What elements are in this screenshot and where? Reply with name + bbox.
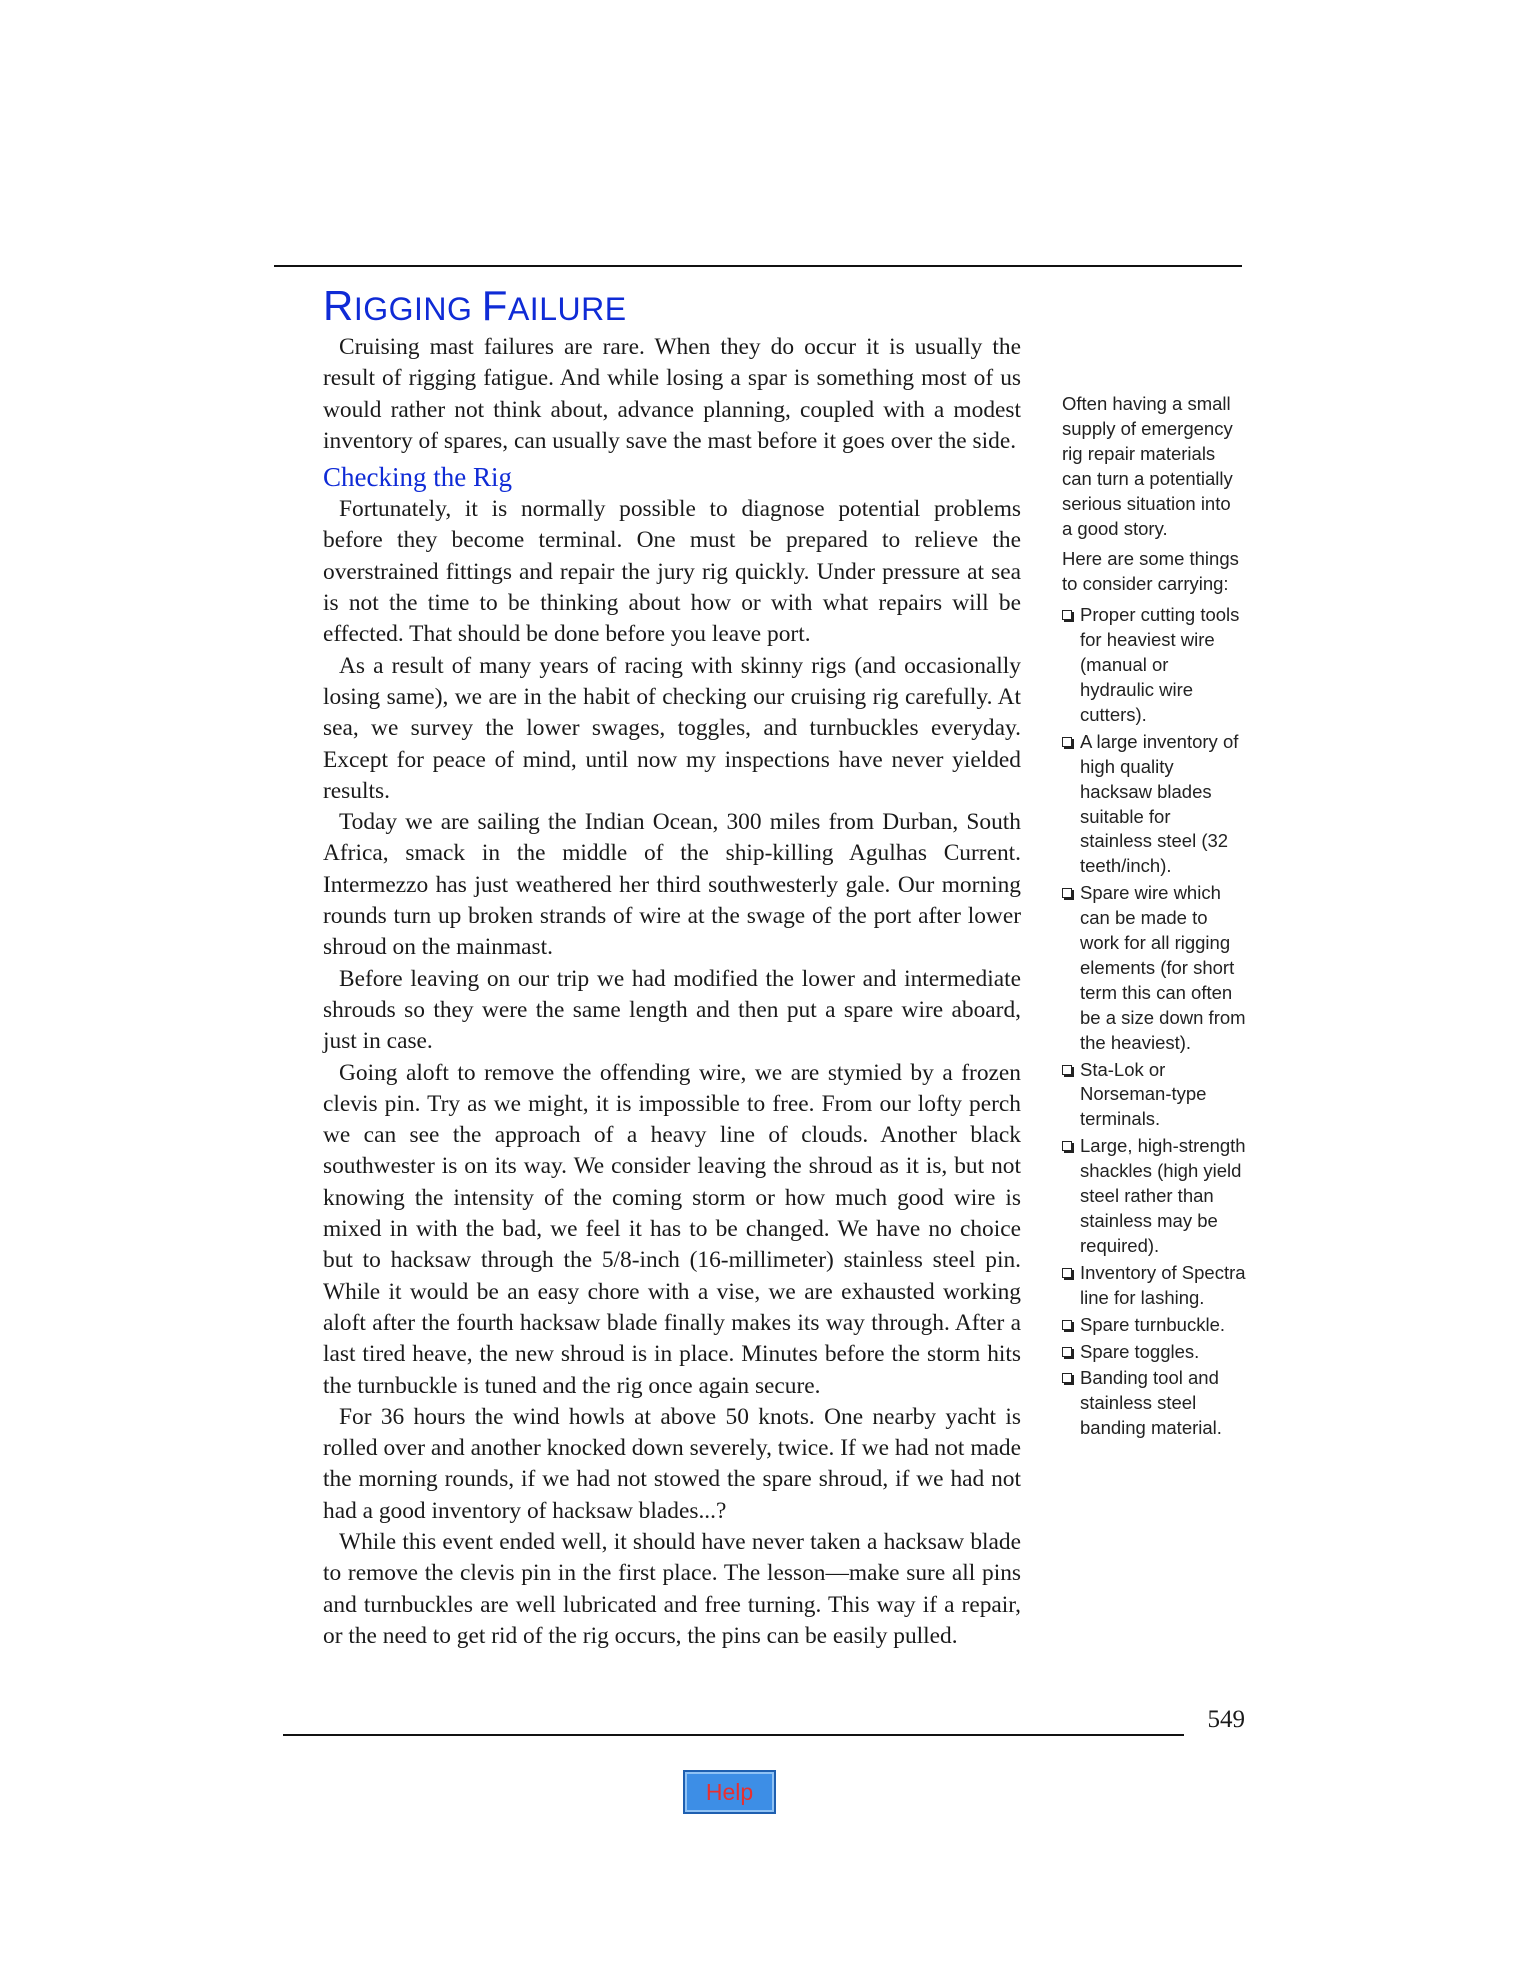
checkbox-icon [1062,1065,1072,1075]
bottom-rule [283,1734,1184,1736]
checklist-item [1062,1261,1246,1311]
intro-paragraph: Cruising mast failures are rare. When they do occur it is usually the result of rigging fatigue. And while losing a spar is something most of us would rather not think about, advance planning, coupled with a modest inventory of spares, can usually save the mast before it goes over the side. [323,334,1021,454]
checklist-item [1062,881,1246,1055]
title-rest-2: AILURE [507,291,627,327]
body-paragraph: For 36 hours the wind howls at above 50 knots. One nearby yacht is rolled over and another knocked down severely, twice. If we had not made the morning rounds, if we had not stowed the spare shroud, if we had not had a good inventory of hacksaw blades...? [323,1403,1021,1524]
body-paragraph: While this event ended well, it should have never taken a hacksaw blade to remove the clevis pin in the first place. The lesson—make sure all pins and turnbuckles are well lubricated and free turning. This way if a repair, or the need to get rid of the rig occurs, the pins can be easily pulled. [323,1528,1021,1649]
checklist [1062,603,1246,1441]
checklist-item-label: Sta-Lok or Norseman-type terminals. [1080,1058,1207,1130]
checkbox-icon [1062,1347,1072,1357]
checkbox-icon [1062,1268,1072,1278]
page-number: 549 [1207,1706,1245,1733]
checklist-item-label: Proper cutting tools for heaviest wire (manual or hydraulic wire cutters). [1080,604,1240,725]
checkbox-icon [1062,1141,1072,1151]
sidebar-note [1062,392,1246,1443]
checklist-item [1062,1313,1246,1338]
title-rest-1: IGGING [353,291,482,327]
title-initial-1: R [323,282,354,329]
help-button[interactable]: Help [683,1770,776,1814]
checklist-item-label: A large inventory of high quality hacksaw blades suitable for stainless steel (32 teeth/inch). [1080,730,1239,877]
section-heading: Checking the Rig [323,462,512,493]
body-paragraph: Going aloft to remove the offending wire, we are stymied by a frozen clevis pin. Try as we might, it is impossible to free. From our lofty perch we can see the approach of a heavy line of clouds. Another black southwester is on its way. We consider leaving the shroud as it is, but not knowing the intensity of the coming storm or how much good wire is mixed in with the bad, we feel it has to be changed. We have no choice but to hacksaw through the 5/8-inch (16-millimeter) stainless steel pin. While it would be an easy chore with a vise, we are exhausted working aloft after the fourth hacksaw blade finally makes its way through. After a last tired heave, the new shroud is in place. Minutes before the storm hits the turnbuckle is tuned and the rig once again secure. [323,1059,1021,1399]
sidebar-lead: Here are some things to consider carrying: [1062,548,1239,595]
body-paragraph: Fortunately, it is normally possible to diagnose potential problems before they become terminal. One must be prepared to relieve the overstrained fittings and repair the jury rig quickly. Under pressure at sea is not the time to be thinking about how or with what repairs will be effected. That should be done before you leave port. [323,496,1021,648]
checklist-item-label: Spare toggles. [1080,1340,1200,1362]
body-paragraph: Before leaving on our trip we had modified the lower and intermediate shrouds so they were the same length and then put a spare wire aboard, just in case. [323,965,1021,1055]
checklist-item [1062,1340,1246,1365]
body-paragraph: Today we are sailing the Indian Ocean, 300 miles from Durban, South Africa, smack in the middle of the ship-killing Agulhas Current. Intermezzo has just weathered her third southwesterly gale. Our morning rounds turn up broken strands of wire at the swage of the port after lower shroud on the mainmast. [323,809,1021,961]
page-title [323,282,627,330]
top-rule [274,265,1242,267]
checkbox-icon [1062,737,1072,747]
checklist-item [1062,1366,1246,1441]
checkbox-icon [1062,1373,1072,1383]
body-paragraph: As a result of many years of racing with skinny rigs (and occasionally losing same), we are in the habit of checking our cruising rig carefully. At sea, we survey the lower swages, toggles, and turnbuckles everyday. Except for peace of mind, until now my inspections have never yielded results. [323,652,1021,804]
checklist-item-label: Inventory of Spectra line for lashing. [1080,1261,1246,1308]
checklist-item-label: Large, high-strength shackles (high yield steel rather than stainless may be required). [1080,1135,1246,1256]
checklist-item-label: Spare wire which can be made to work for all rigging elements (for short term this can often be a size down from the heaviest). [1080,882,1246,1053]
checklist-item-label: Banding tool and stainless steel banding material. [1080,1367,1222,1439]
checklist-item-label: Spare turnbuckle. [1080,1313,1226,1335]
checklist-item [1062,730,1246,879]
checklist-item [1062,1134,1246,1259]
title-initial-2: F [481,282,508,329]
sidebar-intro: Often having a small supply of emergency rig repair materials can turn a potentially serious situation into a good story. [1062,393,1233,539]
checkbox-icon [1062,1320,1072,1330]
checkbox-icon [1062,610,1072,620]
checkbox-icon [1062,888,1072,898]
main-article [323,332,1021,1652]
checklist-item [1062,603,1246,728]
checklist-item [1062,1058,1246,1133]
